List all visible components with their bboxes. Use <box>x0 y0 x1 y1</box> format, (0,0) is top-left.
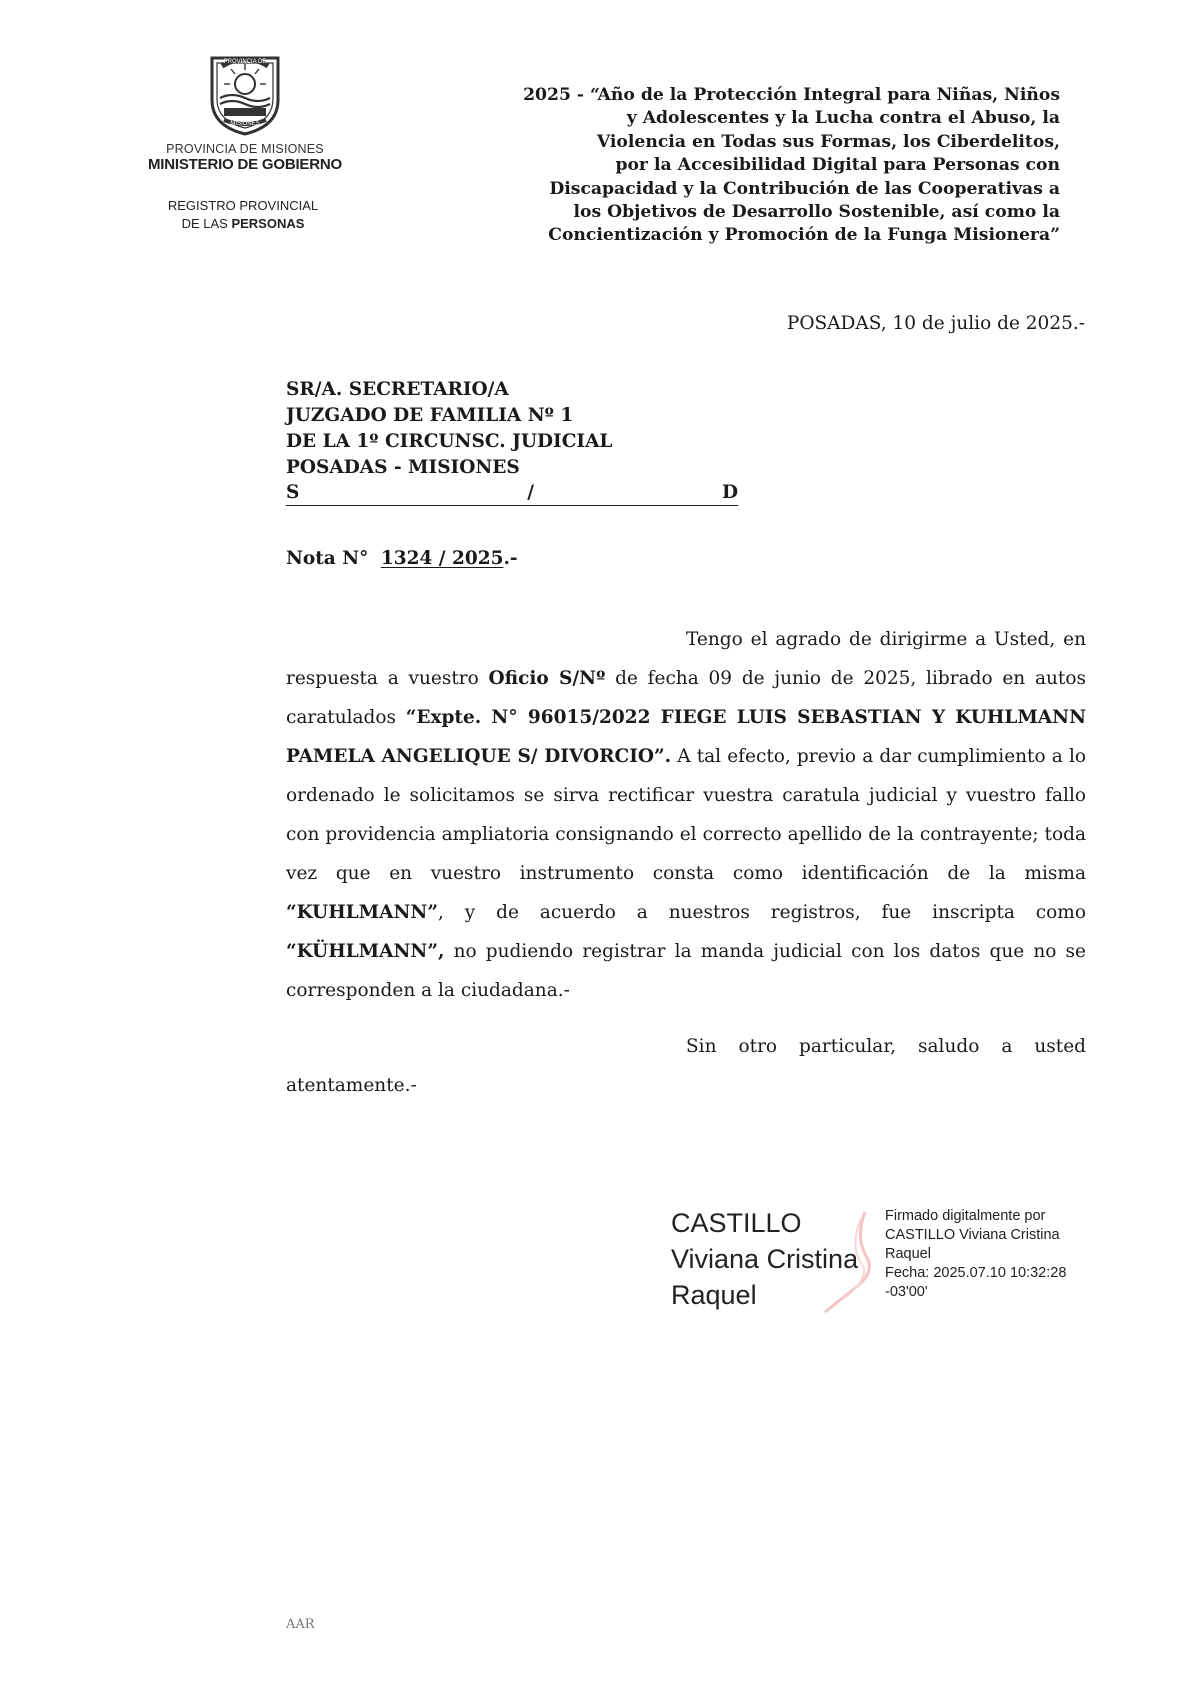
registry-line-2: DE LAS PERSONAS <box>181 216 305 231</box>
motto-line: los Objetivos de Desarrollo Sostenible, así como la <box>573 202 1060 223</box>
motto-line: y Adolescentes y la Lucha contra el Abuso, la <box>626 108 1060 129</box>
year-motto <box>460 84 1060 248</box>
addressee-line: SR/A. SECRETARIO/A <box>286 379 509 400</box>
motto-line: por la Accesibilidad Digital para Personas con <box>615 155 1060 176</box>
note-value: 1324 / 2025 <box>380 548 504 569</box>
addressee-line: DE LA 1º CIRCUNSC. JUDICIAL <box>286 431 613 452</box>
org-province: PROVINCIA DE MISIONES <box>166 142 324 156</box>
body-paragraph-2: Sin otro particular, saludo a usted atentamente.- <box>286 1036 1086 1096</box>
ministry-logo <box>140 48 350 173</box>
note-suffix: .- <box>503 548 518 569</box>
typist-initials: AAR <box>286 1617 315 1632</box>
motto-line: Violencia en Todas sus Formas, los Ciberdelitos, <box>596 131 1060 152</box>
provincial-seal-icon <box>200 48 290 138</box>
seal-text-bottom: MISIONES <box>230 121 260 127</box>
addressee-line: POSADAS - MISIONES <box>286 457 520 478</box>
signer-name: CASTILLO Viviana Cristina Raquel <box>671 1208 859 1310</box>
seal-text-top: PROVINCIA DE <box>223 59 267 65</box>
note-label: Nota N° <box>286 548 369 569</box>
digital-signature-info: Firmado digitalmente por CASTILLO Viviana Cristina Raquel Fecha: 2025.07.10 10:32:28 -03'00' <box>885 1208 1067 1300</box>
sd-line: S / D <box>286 481 738 506</box>
org-ministry: MINISTERIO DE GOBIERNO <box>148 156 342 173</box>
digital-signature-mark-icon <box>815 1208 875 1318</box>
motto-line: Concientización y Promoción de la Funga Misionera” <box>548 225 1060 246</box>
body-paragraph-1: Tengo el agrado de dirigirme a Usted, en respuesta a vuestro Oficio S/Nº de fecha 09 de junio de 2025, librado en autos caratulados “Expte. N° 96015/2022 FIEGE LUIS SEBASTIAN Y KUHLMANN PAMELA ANGELIQUE S/ DIVORCIO”. A tal efecto, previo a dar cumplimiento a lo ordenado le solicitamos se sirva rectificar vuestra caratula judicial y vuestro fallo con providencia ampliatoria consignando el correcto apellido de la contrayente; toda vez que en vuestro instrumento consta como identificación de la misma “KUHLMANN”, y de acuerdo a nuestros registros, fue inscripta como “KÜHLMANN”, no pudiendo registrar la manda judicial con los datos que no se corresponden a la ciudadana.- <box>286 629 1087 1001</box>
motto-line: Discapacidad y la Contribución de las Cooperativas a <box>549 178 1060 199</box>
letter-body <box>286 620 1086 1105</box>
note-number <box>286 548 518 569</box>
motto-line: 2025 - “Año de la Protección Integral para Niñas, Niños <box>523 85 1060 105</box>
document-date: POSADAS, 10 de julio de 2025.- <box>786 313 1085 334</box>
registry-name <box>143 197 343 233</box>
addressee-block <box>286 377 746 506</box>
registry-line-1: REGISTRO PROVINCIAL <box>167 198 319 213</box>
addressee-line: JUZGADO DE FAMILIA Nº 1 <box>286 405 574 426</box>
